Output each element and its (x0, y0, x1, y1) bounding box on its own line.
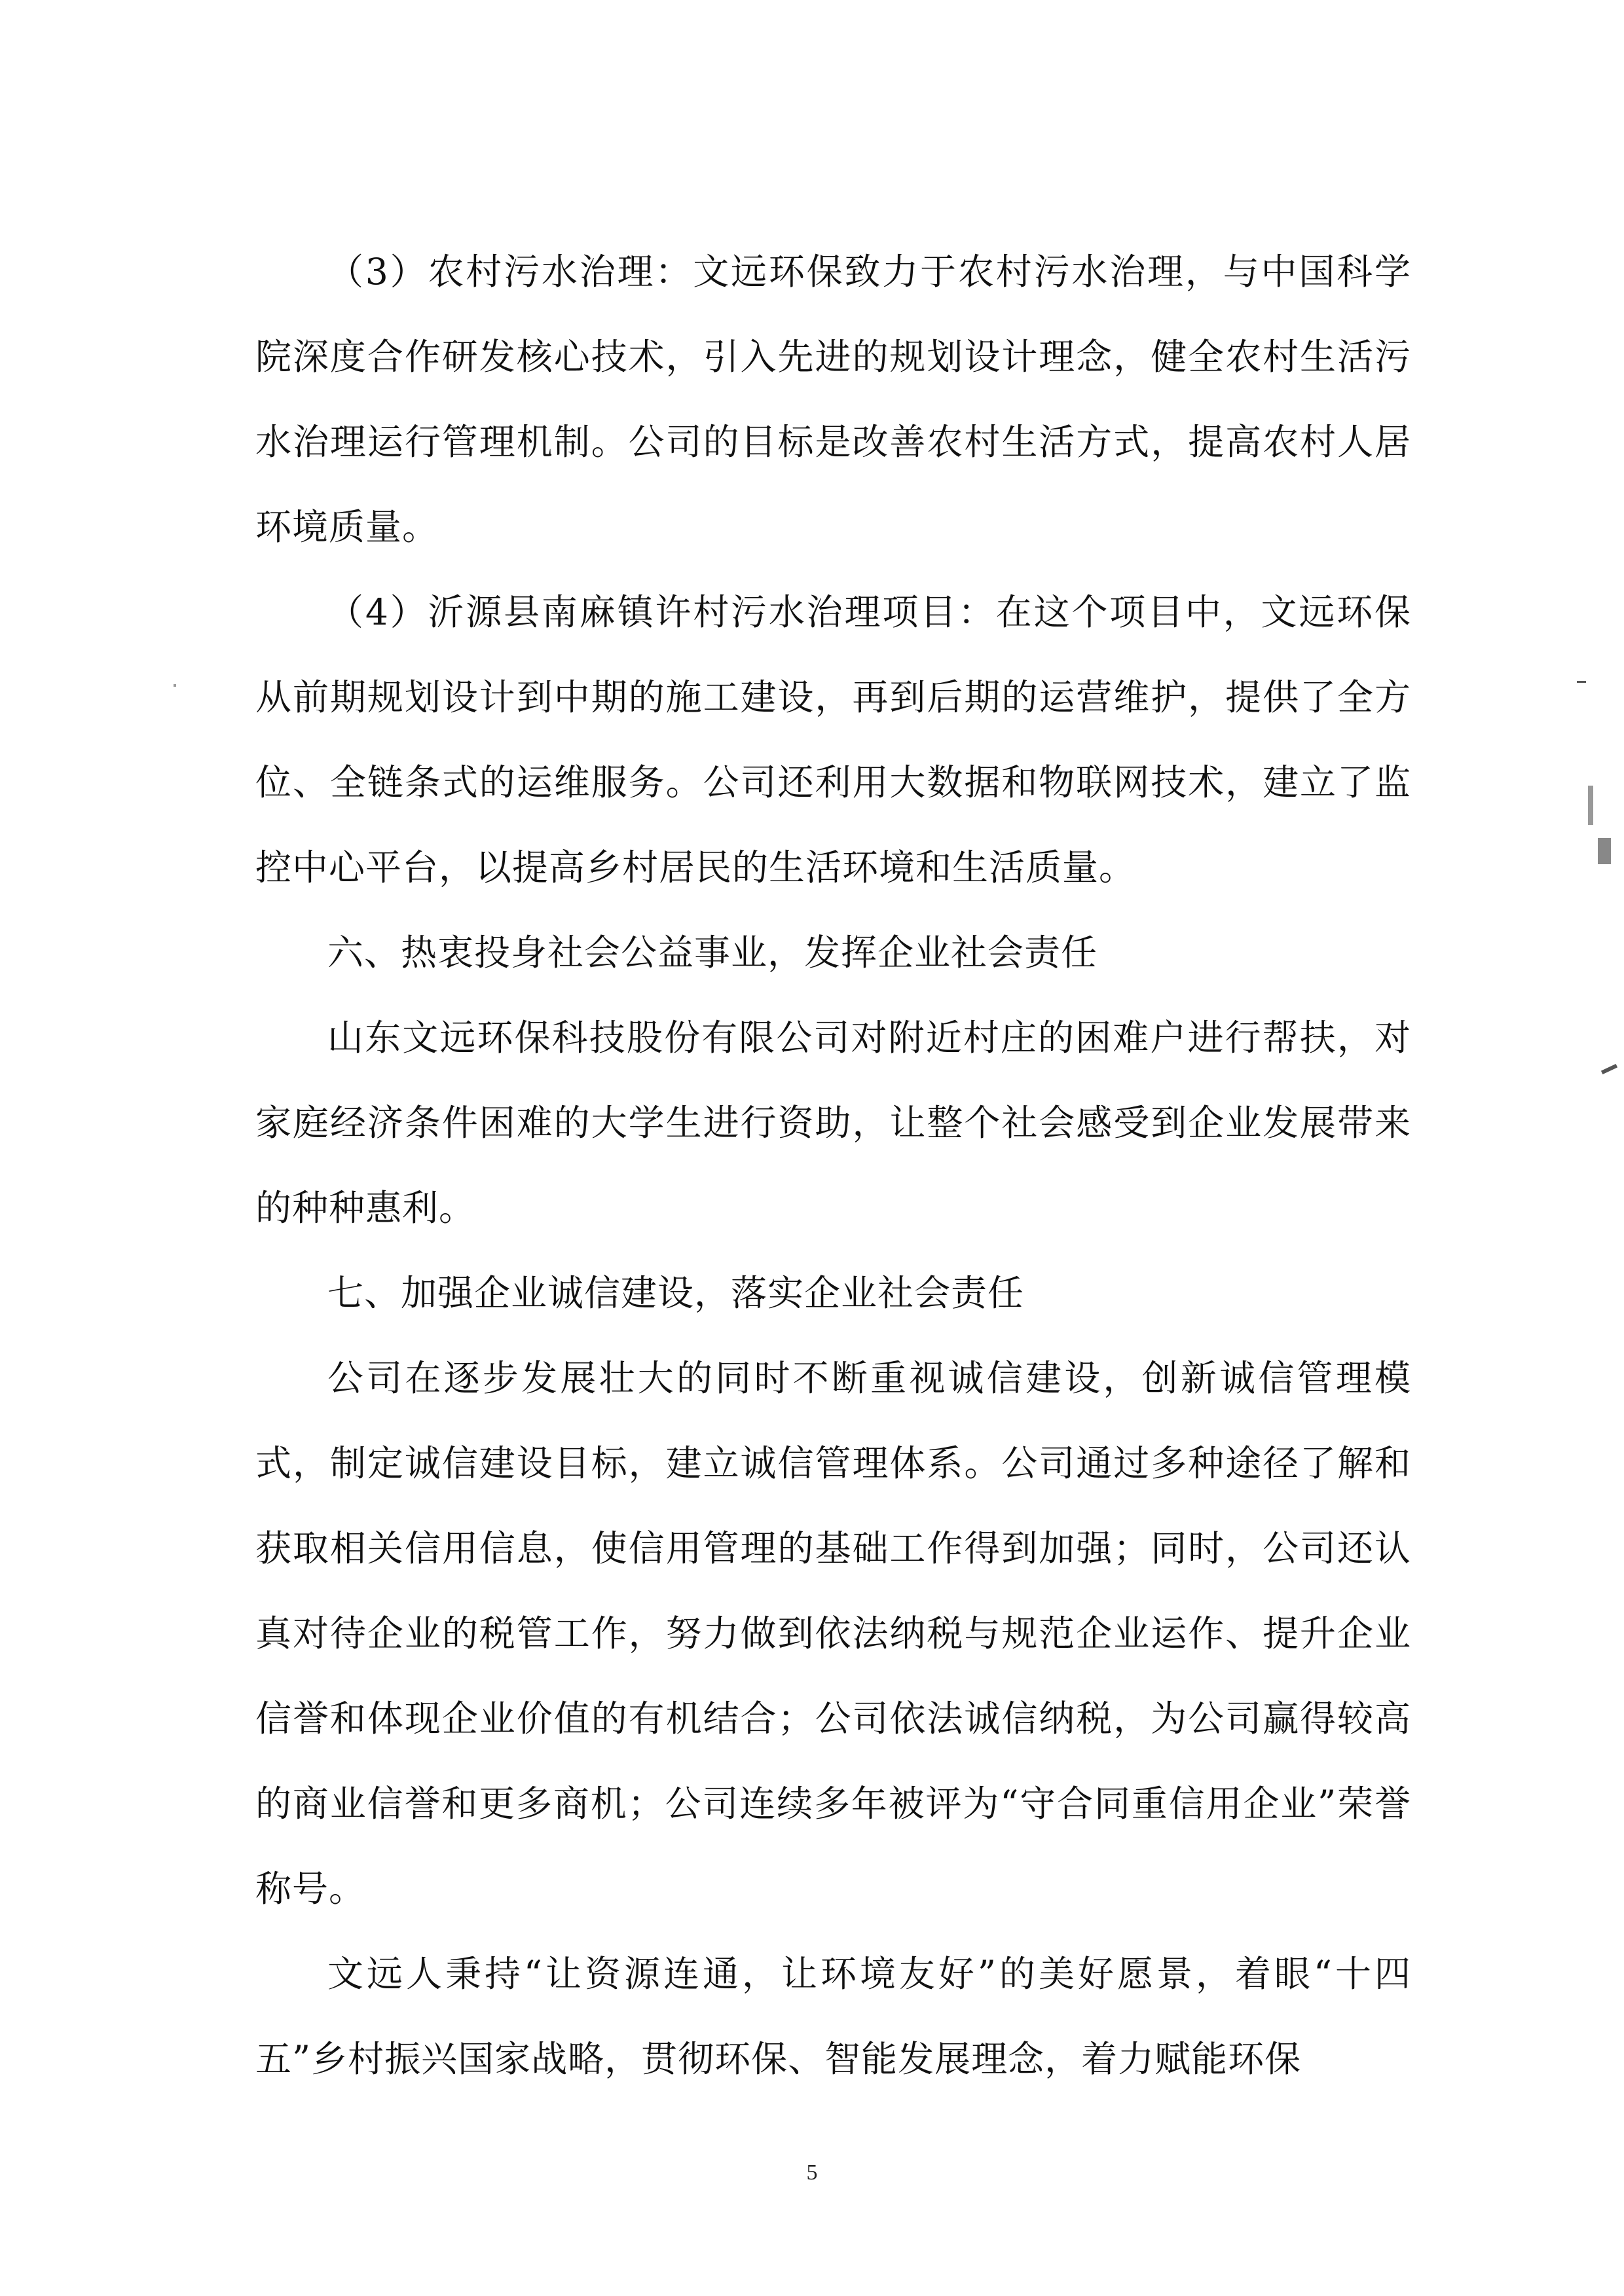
paragraph-integrity: 公司在逐步发展壮大的同时不断重视诚信建设，创新诚信管理模式，制定诚信建设目标，建立诚信管理体系。公司通过多种途径了解和获取相关信用信息，使信用管理的基础工作得到加强；同时，公司还认真对待企业的税管工作，努力做到依法纳税与规范企业运作、提升企业信誉和体现企业价值的有机结合；公司依法诚信纳税，为公司赢得较高的商业信誉和更多商机；公司连续多年被评为“守合同重信用企业”荣誉称号。 (255, 1357, 1411, 1910)
paragraph-rural-sewage: （3）农村污水治理：文远环保致力于农村污水治理，与中国科学院深度合作研发核心技术，引入先进的规划设计理念，健全农村生活污水治理运行管理机制。公司的目标是改善农村生活方式，提高农村人居环境质量。 (255, 251, 1411, 548)
section-heading-six: 六、热衷投身社会公益事业，发挥企业社会责任 (327, 932, 1098, 974)
document-body (255, 229, 1411, 2102)
page-number: 5 (806, 2160, 818, 2185)
scan-mark (1588, 786, 1593, 825)
scan-mark (174, 684, 176, 687)
scan-mark (1601, 1064, 1617, 1074)
section-heading-seven: 七、加强企业诚信建设，落实企业社会责任 (327, 1272, 1025, 1314)
scan-mark (1598, 838, 1611, 864)
paragraph-public-welfare: 山东文远环保科技股份有限公司对附近村庄的困难户进行帮扶，对家庭经济条件困难的大学生进行资助，让整个社会感受到企业发展带来的种种惠利。 (255, 1017, 1411, 1229)
paragraph-vision: 文远人秉持“让资源连通，让环境友好”的美好愿景，着眼“十四五”乡村振兴国家战略，贯彻环保、智能发展理念，着力赋能环保 (255, 1953, 1411, 2080)
scan-mark (1577, 681, 1586, 683)
paragraph-xu-village-project: （4）沂源县南麻镇许村污水治理项目：在这个项目中，文远环保从前期规划设计到中期的施工建设，再到后期的运营维护，提供了全方位、全链条式的运维服务。公司还利用大数据和物联网技术，建立了监控中心平台，以提高乡村居民的生活环境和生活质量。 (255, 591, 1411, 888)
